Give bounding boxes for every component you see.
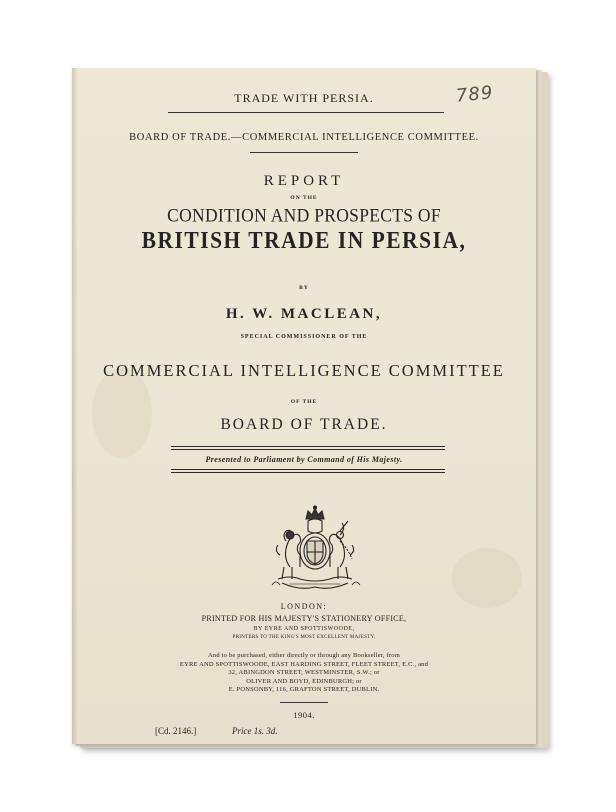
price-label: Price 1s. 3d. [232, 726, 278, 736]
special-commissioner-label: SPECIAL COMMISSIONER OF THE [240, 334, 368, 340]
title-line-2: BRITISH TRADE IN PERSIA, [141, 226, 467, 254]
publication-year: 1904. [293, 710, 315, 720]
double-rule-top-2 [171, 449, 445, 450]
board-name: BOARD OF TRADE. [220, 416, 388, 433]
subheading: BOARD OF TRADE.—COMMERCIAL INTELLIGENCE COMMITTEE. [129, 132, 479, 143]
header-rule [168, 112, 444, 113]
royal-coat-of-arms-icon [260, 505, 370, 591]
paper-stain [92, 368, 152, 458]
title-page [72, 68, 536, 744]
on-the-label: ON THE [290, 195, 318, 201]
divider-rule [250, 152, 358, 153]
committee-name: COMMERCIAL INTELLIGENCE COMMITTEE [103, 361, 505, 380]
paper-stain [452, 548, 522, 608]
address-line: E. PONSONBY, 116, GRAFTON STREET, DUBLIN. [228, 686, 380, 693]
imprint-printer: BY EYRE AND SPOTTISWOODE, [253, 626, 355, 632]
author-name: H. W. MACLEAN, [225, 306, 383, 322]
divider-rule [280, 702, 328, 703]
by-label: BY [299, 285, 309, 291]
running-head: TRADE WITH PERSIA. [234, 91, 374, 105]
command-paper-number: [Cd. 2146.] [155, 726, 197, 736]
double-rule-top [171, 446, 445, 447]
double-rule-bottom [171, 469, 445, 470]
of-the-label: OF THE [290, 399, 318, 405]
title-line-1: CONDITION AND PROSPECTS OF [167, 203, 441, 226]
imprint-printed: PRINTED FOR HIS MAJESTY'S STATIONERY OFFICE, [201, 614, 407, 623]
purchase-line: And to be purchased, either directly or through any Bookseller, from [207, 652, 401, 659]
address-line: 32, ABINGDON STREET, WESTMINSTER, S.W.; or [228, 669, 380, 676]
address-line: OLIVER AND BOYD, EDINBURGH; or [246, 678, 362, 685]
handwritten-number: 789 [455, 82, 495, 107]
address-line: EYRE AND SPOTTISWOODE, EAST HARDING STREET, FLEET STREET, E.C., and [179, 661, 429, 668]
imprint-printers-to: PRINTERS TO THE KING'S MOST EXCELLENT MAJESTY. [232, 635, 376, 640]
presented-line: Presented to Parliament by Command of His Majesty. [205, 455, 403, 464]
report-title: REPORT [263, 173, 345, 189]
double-rule-bottom-2 [171, 472, 445, 473]
imprint-city: LONDON: [280, 602, 328, 611]
